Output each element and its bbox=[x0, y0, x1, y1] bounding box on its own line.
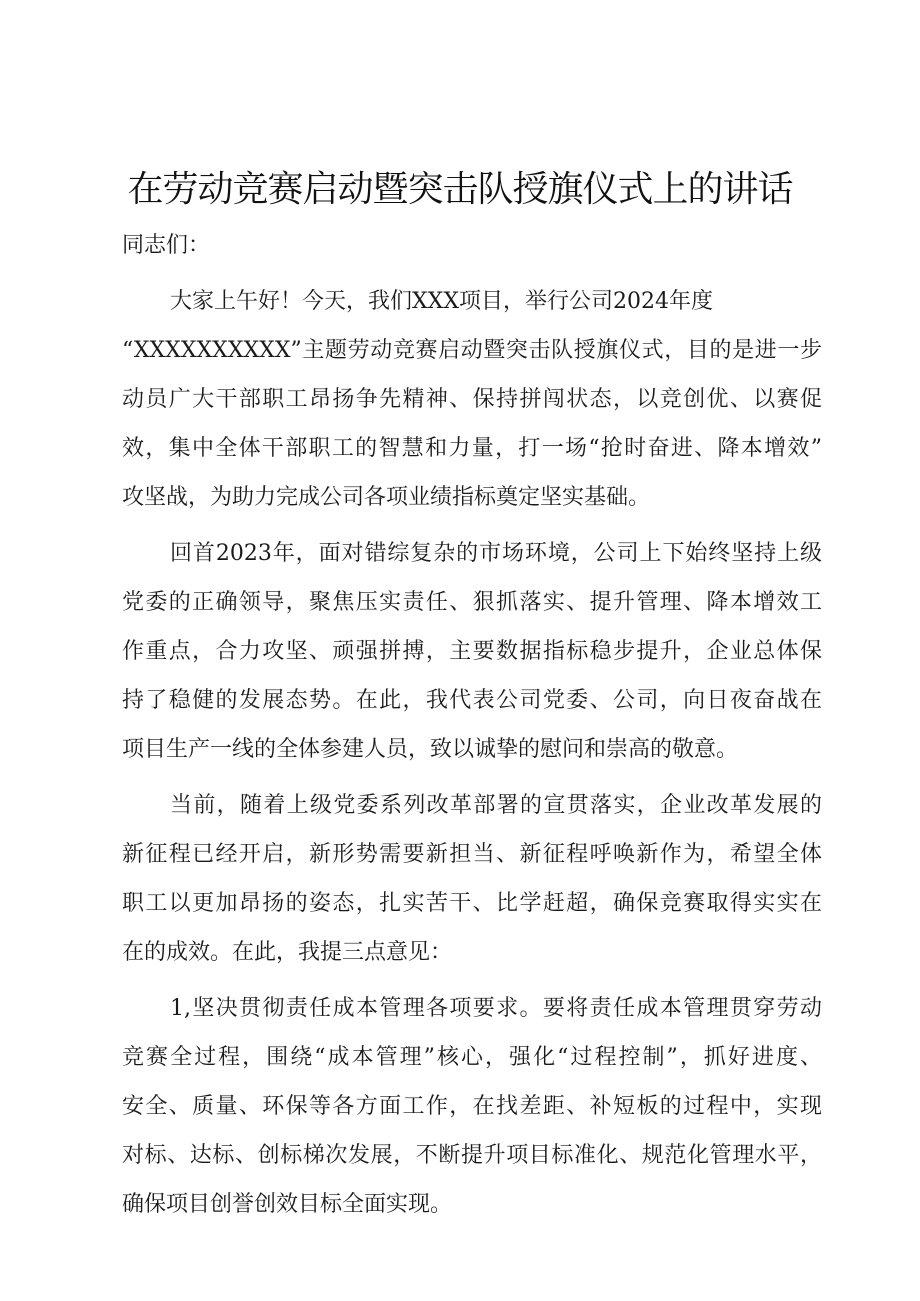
paragraph-line: 回首2023年，面对错综复杂的市场环境，公司上下始终坚持上级 bbox=[170, 541, 822, 566]
paragraph-line: 对标、达标、创标梯次发展，不断提升项目标准化、规范化管理水平， bbox=[122, 1143, 822, 1168]
document-body bbox=[122, 221, 822, 1229]
paragraph-line: 竞赛全过程，围绕“成本管理”核心，强化“过程控制”，抓好进度、 bbox=[122, 1045, 822, 1070]
paragraph-line: 党委的正确领导，聚焦压实责任、狠抓落实、提升管理、降本增效工 bbox=[122, 590, 822, 615]
paragraph-line: 动员广大干部职工昂扬争先精神、保持拼闯状态，以竞创优、以赛促 bbox=[122, 387, 822, 412]
paragraph-line: “XXXXXXXXXX”主题劳动竞赛启动暨突击队授旗仪式，目的是进一步 bbox=[122, 338, 822, 363]
paragraph-line: 攻坚战，为助力完成公司各项业绩指标奠定坚实基础。 bbox=[122, 485, 651, 510]
document-title: 在劳动竞赛启动暨突击队授旗仪式上的讲话 bbox=[127, 169, 793, 210]
paragraph-line: 作重点，合力攻坚、顽强拼搏，主要数据指标稳步提升，企业总体保 bbox=[122, 639, 822, 664]
paragraph-line: 职工以更加昂扬的姿态，扎实苦干、比学赶超，确保竞赛取得实实在 bbox=[122, 891, 822, 916]
paragraph-line: 安全、质量、环保等各方面工作，在找差距、补短板的过程中，实现 bbox=[122, 1094, 822, 1119]
salutation: 同志们： bbox=[122, 233, 211, 258]
paragraph-opening bbox=[122, 277, 822, 522]
paragraph-line: 大家上午好！今天，我们XXX项目，举行公司2024年度 bbox=[170, 289, 713, 314]
paragraph-line: 效，集中全体干部职工的智慧和力量，打一场“抢时奋进、降本增效” bbox=[122, 436, 822, 461]
paragraph-line: 新征程已经开启，新形势需要新担当、新征程呼唤新作为，希望全体 bbox=[122, 842, 822, 867]
paragraph-line: 持了稳健的发展态势。在此，我代表公司党委、公司，向日夜奋战在 bbox=[122, 688, 822, 713]
paragraph-line: 在的成效。在此，我提三点意见： bbox=[122, 940, 453, 965]
paragraph-line: 当前，随着上级党委系列改革部署的宣贯落实，企业改革发展的 bbox=[170, 793, 822, 818]
paragraph-line: 1,坚决贯彻责任成本管理各项要求。要将责任成本管理贯穿劳动 bbox=[170, 996, 822, 1021]
paragraph-current bbox=[122, 781, 822, 977]
paragraph-point-one bbox=[122, 984, 822, 1229]
paragraph-line: 项目生产一线的全体参建人员，致以诚挚的慰问和崇高的敬意。 bbox=[122, 737, 739, 762]
paragraph-review bbox=[122, 529, 822, 774]
paragraph-line: 确保项目创誉创效目标全面实现。 bbox=[122, 1192, 453, 1217]
